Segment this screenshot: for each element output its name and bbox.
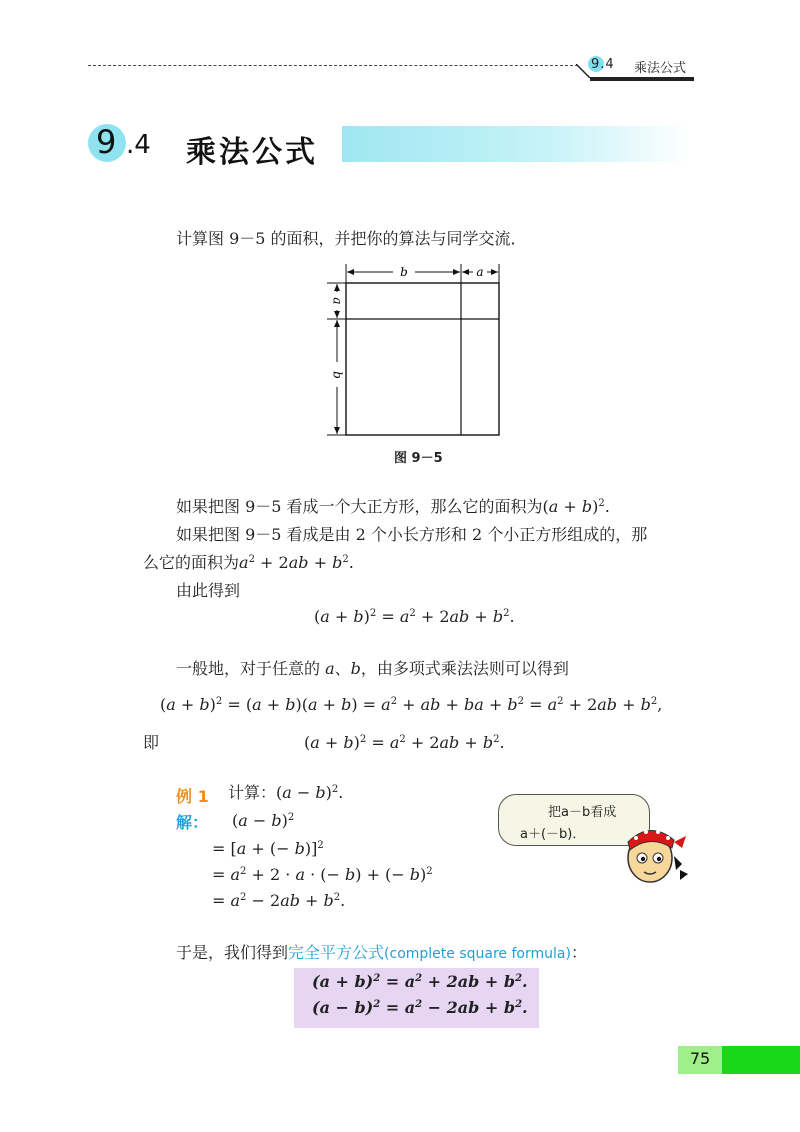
figure-outer-square [346,283,499,435]
header-section-title: 乘法公式 [634,61,687,76]
figure-label-left-b: b [330,371,345,379]
header-section-number: 9.4 [591,57,615,72]
title-band [342,126,692,162]
page-number-bar [722,1046,800,1074]
paragraph-general: 一般地，对于任意的 a、b，由多项式乘法法则可以得到 [176,659,569,678]
figure-square-diagram [325,262,515,447]
header-dashed-rule [88,65,578,66]
formula-result-2: $(a + b)^2 = a^2 + 2ab + b^2$. [304,733,505,752]
figure-label-top-b: b [400,265,408,279]
header-thick-rule [590,77,694,81]
figure-label-top-a: a [476,265,484,279]
page-title: 乘法公式 [186,135,318,170]
paragraph-decomposition-line2: 么它的面积为$a^2 + 2ab + b^2$. [143,553,354,572]
solution-step-4: = $a^2 - 2ab + b^2$. [212,891,346,910]
formula-diff-square: $(a - b)^2 = a^2 - 2ab + b^2$. [312,998,528,1017]
solution-step-1: $(a - b)^2$ [232,811,295,830]
mascot-character-icon [616,812,692,890]
title-subnumber: .4 [126,130,151,160]
intro-text: 计算图 9－5 的面积，并把你的算法与同学交流． [176,229,527,248]
example-prompt: 计算：$(a - b)^2$. [228,783,344,802]
paragraph-big-square: 如果把图 9－5 看成一个大正方形，那么它的面积为$(a + b)^2$. [176,497,610,516]
figure-caption: 图 9－5 [394,451,443,466]
figure-label-left-a: a [330,297,345,305]
tip-text-line1: 把a－b看成 [548,805,617,820]
page-number: 75 [689,1049,711,1068]
term-english: (complete square formula) [384,946,571,962]
paragraph-therefore: 由此得到 [176,581,241,600]
term-highlight: 完全平方公式 [288,943,385,962]
solution-step-3: = $a^2 + 2 \cdot a$ · (− b) + (− b)$^2$ [212,865,433,884]
tip-text-line2: a＋(－b)． [520,827,586,842]
paragraph-decomposition-line1: 如果把图 9－5 看成是由 2 个小长方形和 2 个小正方形组成的，那 [176,525,648,544]
title-number: 9 [96,123,117,161]
solution-label: 解： [176,813,209,832]
formula-result-1: $(a + b)^2 = a^2 + 2ab + b^2$. [314,607,515,626]
conclusion-text: 于是，我们得到完全平方公式(complete square formula)： [176,943,587,962]
paragraph-ie-label: 即 [143,733,160,752]
formula-expansion: $(a + b)^2 = (a + b)(a + b) = a^2$ + ab + ba + $b^2 = a^2 + 2ab + b^2$, [160,695,663,714]
example-label: 例 1 [176,787,209,806]
formula-sum-square: $(a + b)^2 = a^2 + 2ab + b^2$. [312,972,528,991]
solution-step-2: = [a + (− b)]$^2$ [212,839,324,858]
